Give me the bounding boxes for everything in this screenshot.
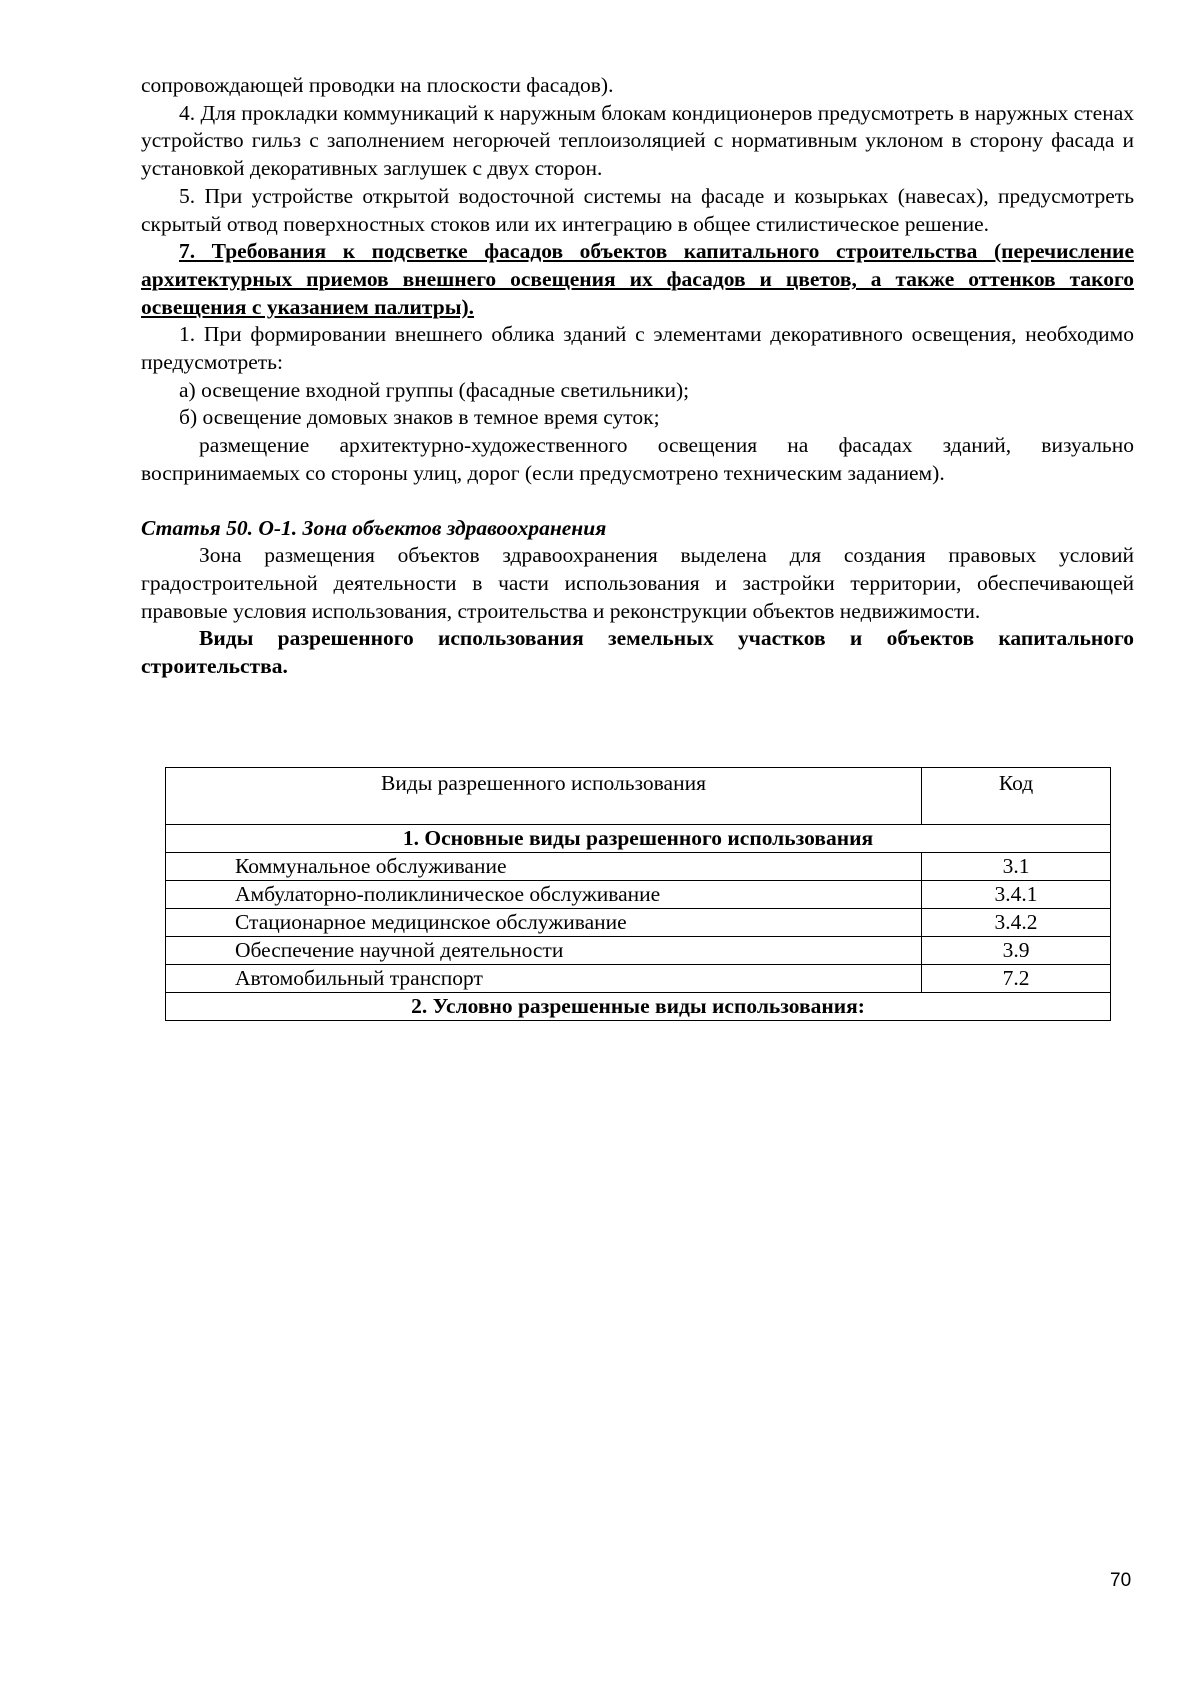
table-row: [166, 853, 1111, 881]
table-section-row: [166, 993, 1111, 1021]
paragraph-lighting-placement: размещение архитектурно-художественного освещения на фасадах зданий, визуально воспринимаемых со стороны улиц, дорог (если предусмотрено техническим заданием).: [141, 433, 1134, 485]
table-row: [166, 965, 1111, 993]
table-caption: Виды разрешенного использования земельных участков и объектов капитального строительства.: [141, 626, 1134, 679]
use-name: Стационарное медицинское обслуживание: [166, 909, 922, 937]
article-heading: Статья 50. О-1. Зона объектов здравоохранения: [141, 515, 607, 540]
table-row: [166, 937, 1111, 965]
permitted-uses-table: [165, 767, 1111, 1021]
table-section-row: [166, 825, 1111, 853]
table-row: [166, 909, 1111, 937]
paragraph-lighting-1: 1. При формировании внешнего облика зданий с элементами декоративного освещения, необходимо предусмотреть:: [141, 322, 1134, 375]
list-item-b: б) освещение домовых знаков в темное время суток;: [179, 405, 660, 430]
use-name: Автомобильный транспорт: [166, 965, 922, 993]
use-name: Коммунальное обслуживание: [166, 853, 922, 881]
section-7-heading: 7. Требования к подсветке фасадов объектов капитального строительства (перечисление архитектурных приемов внешнего освещения их фасадов и цветов, а также оттенков такого освещения с указанием палитры).: [141, 239, 1134, 319]
paragraph-continuation: сопровождающей проводки на плоскости фасадов).: [141, 73, 614, 97]
paragraph-zone-description: Зона размещения объектов здравоохранения выделена для создания правовых условий градостроительной деятельности в части использования и застройки территории, обеспечивающей правовые условия использования, строительства и реконструкции объектов недвижимости.: [141, 543, 1134, 623]
paragraph-item-5: 5. При устройстве открытой водосточной системы на фасаде и козырьках (навесах), предусмотреть скрытый отвод поверхностных стоков или их интеграцию в общее стилистическое решение.: [141, 183, 1134, 236]
use-code: 3.9: [922, 937, 1111, 965]
use-code: 3.4.1: [922, 881, 1111, 909]
table-row: [166, 881, 1111, 909]
section-conditional-uses: 2. Условно разрешенные виды использования:: [166, 993, 1111, 1021]
paragraph-item-4: 4. Для прокладки коммуникаций к наружным блокам кондиционеров предусмотреть в наружных стенах устройство гильз с заполнением негорючей теплоизоляцией с нормативным уклоном в сторону фасада и установкой декоративных заглушек с двух сторон.: [141, 100, 1134, 181]
body-text: [141, 72, 1134, 681]
use-code: 3.1: [922, 853, 1111, 881]
use-name: Амбулаторно-поликлиническое обслуживание: [166, 881, 922, 909]
table-header-row: [166, 768, 1111, 825]
use-code: 7.2: [922, 965, 1111, 993]
header-uses: Виды разрешенного использования: [166, 768, 922, 825]
section-basic-uses: 1. Основные виды разрешенного использования: [166, 825, 1111, 853]
use-name: Обеспечение научной деятельности: [166, 937, 922, 965]
list-item-a: а) освещение входной группы (фасадные светильники);: [179, 377, 690, 402]
use-code: 3.4.2: [922, 909, 1111, 937]
page-number: 70: [1110, 1570, 1132, 1591]
header-code: Код: [922, 768, 1111, 825]
